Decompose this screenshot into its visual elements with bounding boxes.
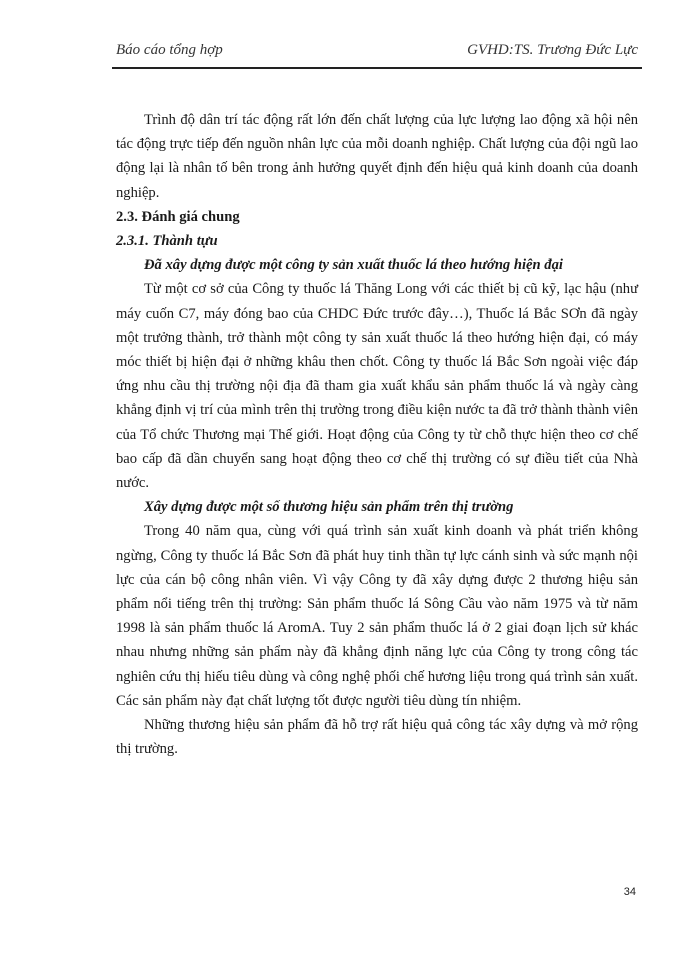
header-divider xyxy=(112,67,642,69)
paragraph-brands: Trong 40 năm qua, cùng với quá trình sản xuất kinh doanh và phát triển không ngừng, Công ty thuốc lá Bắc Sơn đã phát huy tinh thần tự lực cánh sinh và sức mạnh nội lực của cán bộ công nhân viên. Vì vậy Công ty đã xây dựng được 2 thương hiệu sản phẩm nổi tiếng trên thị trường: Sản phẩm thuốc lá Sông Cầu vào năm 1975 và từ năm 1998 là sản phẩm thuốc lá AromA. Tuy 2 sản phẩm thuốc lá ở 2 giai đoạn lịch sử khác nhau nhưng những sản phẩm này đã khẳng định năng lực của Công ty trong công tác nghiên cứu thị hiếu tiêu dùng và công nghệ phối chế hương liệu trong quá trình sản xuất. Các sản phẩm này đạt chất lượng tốt được người tiêu dùng tín nhiệm. xyxy=(116,523,638,709)
paragraph-company-growth: Từ một cơ sở của Công ty thuốc lá Thăng Long với các thiết bị cũ kỹ, lạc hậu (như máy cuốn C7, máy đóng bao của CHDC Đức trước đây…), Thuốc lá Bắc SƠn đã ngày một trưởng thành, trở thành một công ty sản xuất thuốc lá theo hướng hiện đại, có máy móc thiết bị hiện đại ở những khâu then chốt. Công ty thuốc lá Bắc Sơn ngoài việc đáp ứng nhu cầu thị trường nội địa đã tham gia xuất khẩu sản phẩm thuốc lá và ngày càng khẳng định vị trí của mình trên thị trường trong điều kiện nước ta đã trở thành thành viên của Tổ chức Thương mại Thế giới. Hoạt động của Công ty từ chỗ thực hiện theo cơ chế bao cấp đã dần chuyển sang hoạt động theo cơ chế thị trường có sự điều tiết của Nhà nước. xyxy=(116,281,638,492)
subsection-heading: 2.3.1. Thành tựu xyxy=(116,233,218,250)
page-number: 34 xyxy=(623,886,636,898)
topic-heading-brands: Xây dựng được một số thương hiệu sản phẩm trên thị trường xyxy=(144,499,514,516)
page-header xyxy=(116,36,638,66)
section-heading: 2.3. Đánh giá chung xyxy=(116,208,240,225)
header-supervisor: GVHD:TS. Trương Đức Lực xyxy=(467,42,638,58)
paragraph-education-impact: Trình độ dân trí tác động rất lớn đến chất lượng của lực lượng lao động xã hội nên tác động trực tiếp đến nguồn nhân lực của mỗi doanh nghiệp. Chất lượng của đội ngũ lao động lại là nhân tố bên trong ảnh hưởng quyết định đến hiệu quả kinh doanh của doanh nghiệp. xyxy=(116,112,638,201)
document-body xyxy=(116,108,638,761)
topic-heading-modern-company: Đã xây dựng được một công ty sản xuất thuốc lá theo hướng hiện đại xyxy=(144,257,563,274)
header-report-title: Báo cáo tổng hợp xyxy=(116,42,223,58)
paragraph-market-support: Những thương hiệu sản phẩm đã hỗ trợ rất hiệu quả công tác xây dựng và mở rộng thị trường. xyxy=(116,717,638,758)
